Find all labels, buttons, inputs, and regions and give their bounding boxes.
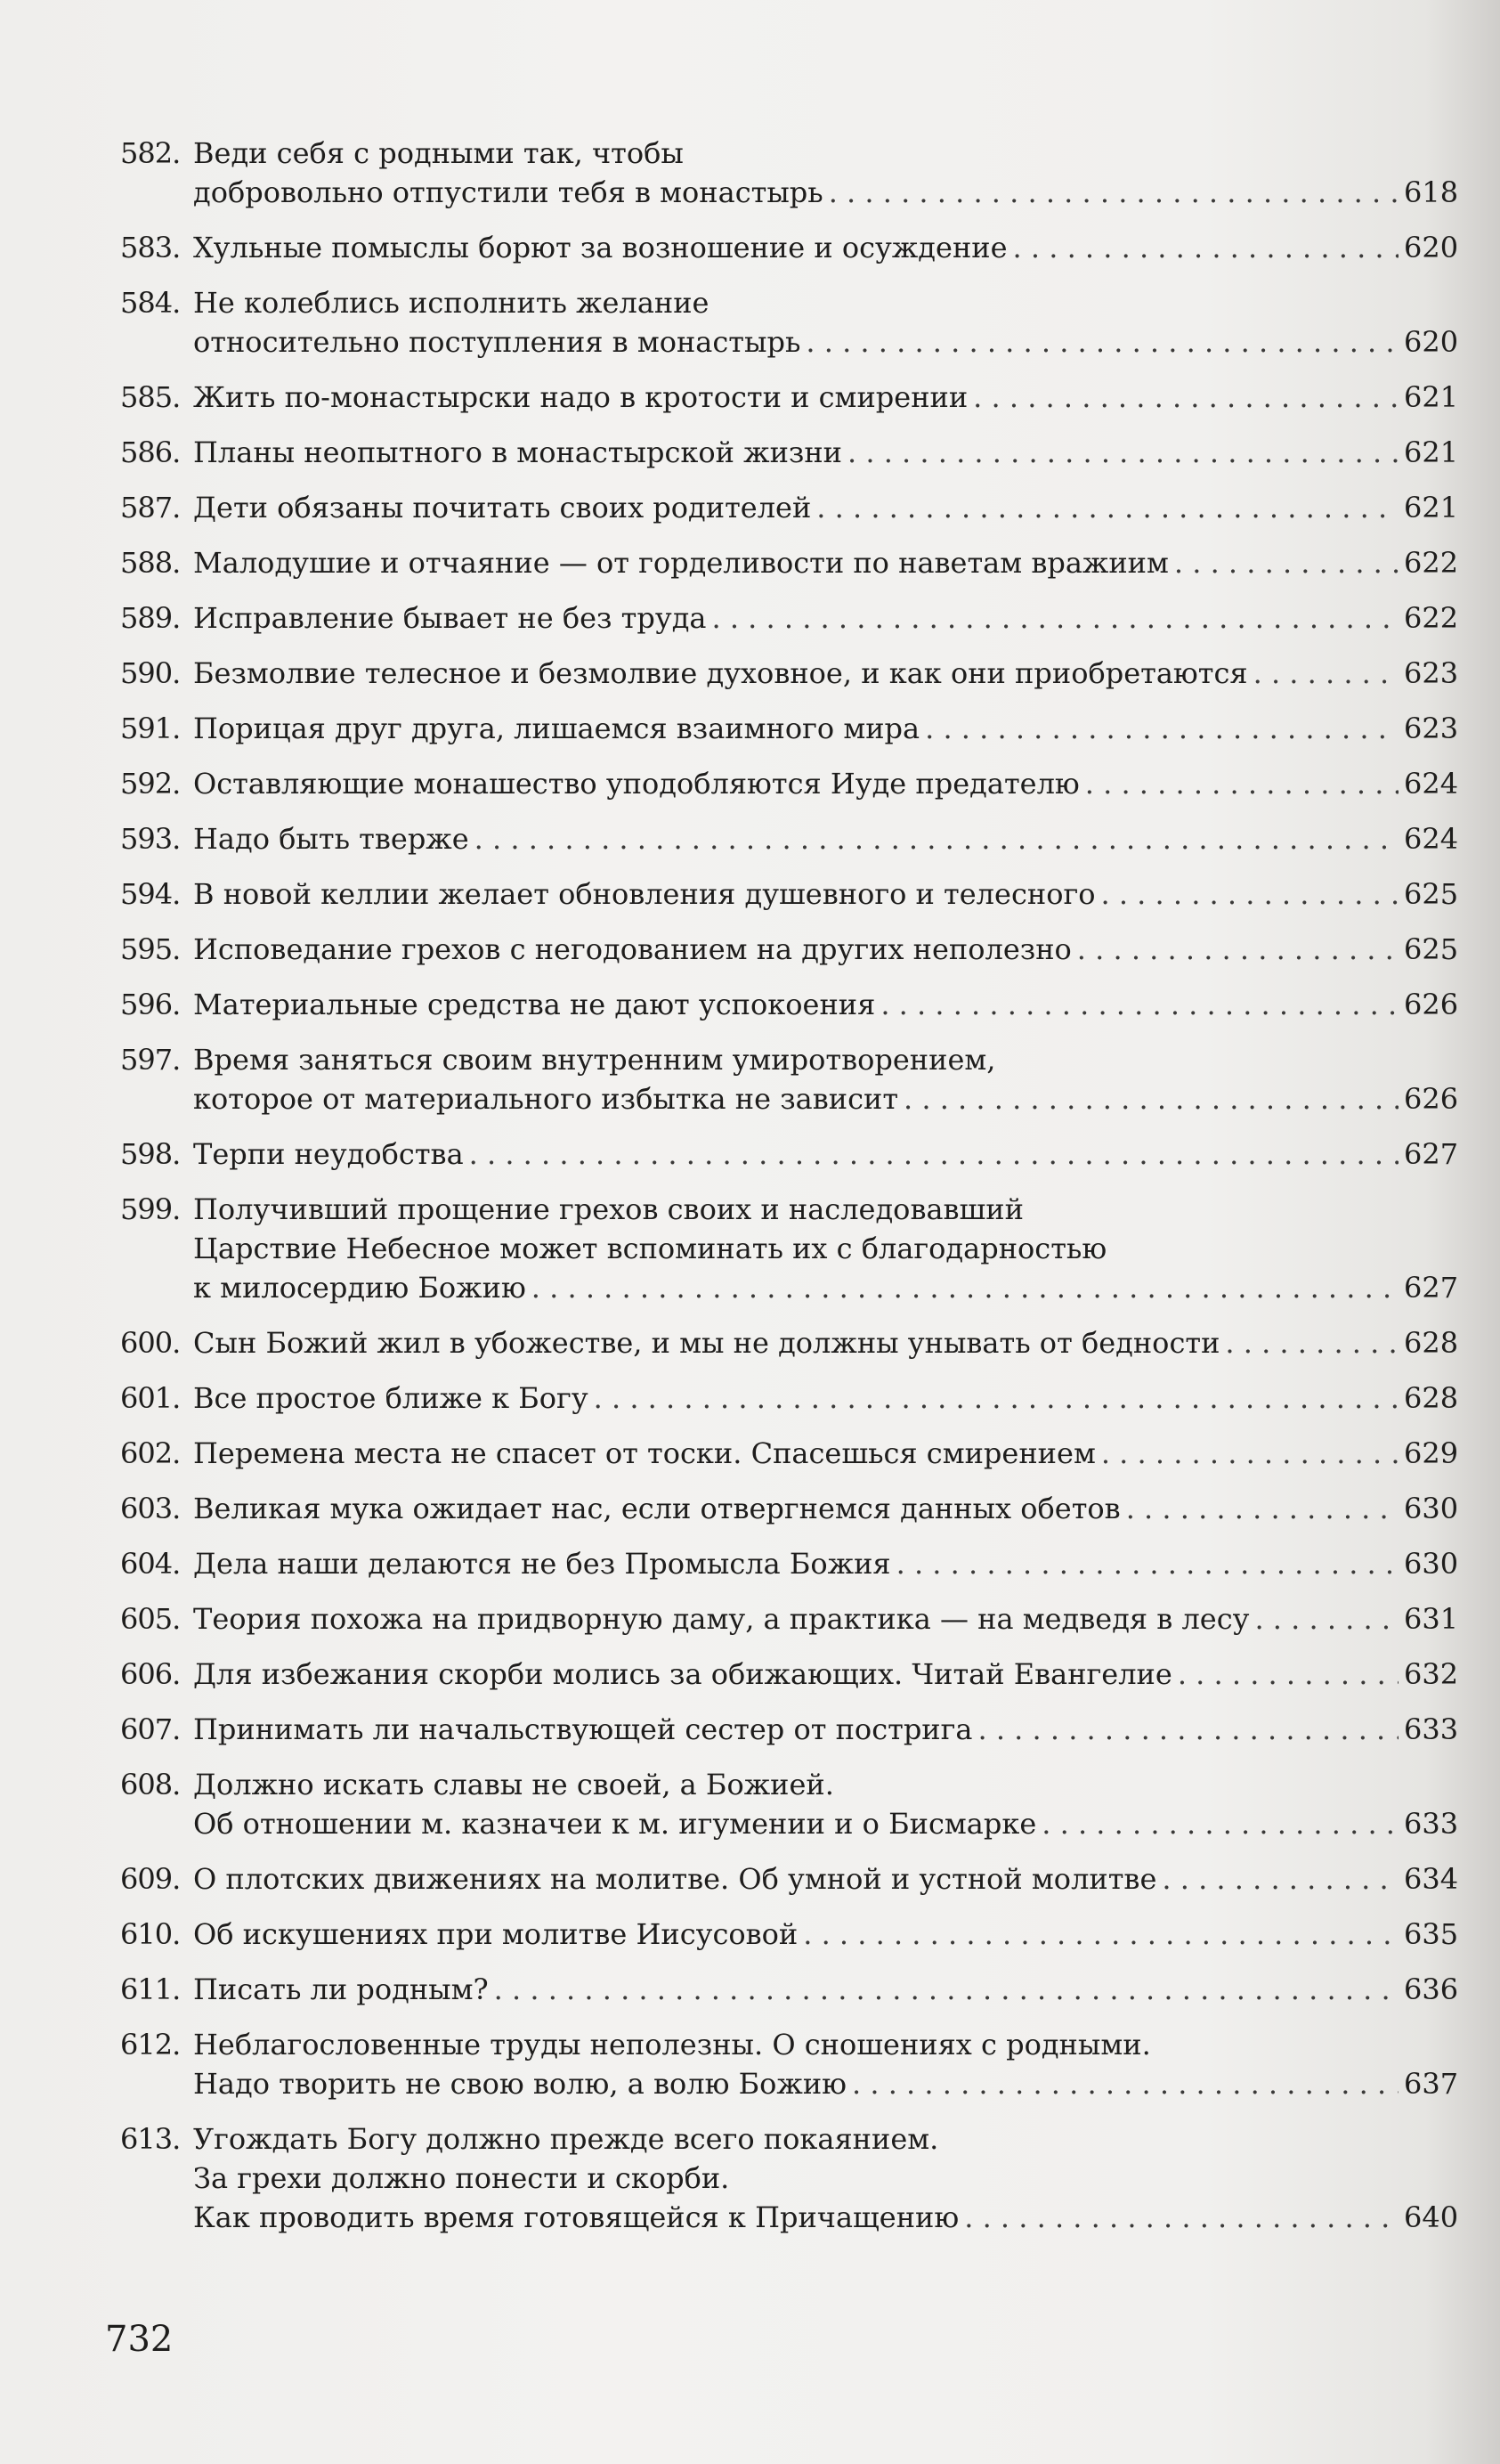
- toc-entry: [120, 1323, 1459, 1362]
- dot-leader: [803, 1915, 1399, 1954]
- entry-page-number: 629: [1404, 1436, 1459, 1470]
- entry-number: 607.: [120, 1712, 181, 1746]
- dot-leader: [594, 1378, 1399, 1418]
- dot-leader: [1174, 543, 1399, 582]
- entry-number: 608.: [120, 1768, 181, 1801]
- entry-number: 601.: [120, 1381, 181, 1415]
- entry-number: 600.: [120, 1326, 181, 1360]
- dot-leader: [852, 2064, 1399, 2103]
- entry-leader-row: [193, 1434, 1459, 1473]
- toc-entry: [120, 1599, 1459, 1639]
- entry-leader-row: [193, 1134, 1459, 1174]
- entry-leader-row: [193, 173, 1459, 212]
- entry-leader-row: [193, 543, 1459, 582]
- dot-leader: [1077, 930, 1399, 969]
- entry-number: 613.: [120, 2122, 181, 2156]
- entry-title-line: добровольно отпустили тебя в монастырь: [193, 175, 823, 209]
- entry-title-line: Писать ли родным?: [193, 1972, 489, 2006]
- entry-title-line: Терпи неудобства: [193, 1137, 464, 1171]
- page-number: 732: [105, 2319, 174, 2360]
- entry-number: 589.: [120, 601, 181, 635]
- entry-leader-row: [193, 1804, 1459, 1843]
- entry-title-line: Великая мука ожидает нас, если отвергнемся данных обетов: [193, 1492, 1121, 1525]
- toc-entry: [120, 1915, 1459, 1954]
- entry-page-number: 621: [1404, 380, 1459, 414]
- dot-leader: [806, 322, 1399, 362]
- entry-page-number: 634: [1404, 1862, 1459, 1896]
- entry-leader-row: [193, 488, 1459, 527]
- entry-number: 596.: [120, 988, 181, 1021]
- toc-entry: [120, 543, 1459, 582]
- dot-leader: [973, 378, 1399, 417]
- entry-page-number: 627: [1404, 1137, 1459, 1171]
- dot-leader: [1101, 1434, 1399, 1473]
- entry-title-line: Материальные средства не дают успокоения: [193, 988, 876, 1021]
- dot-leader: [1042, 1804, 1399, 1843]
- entry-page-number: 624: [1404, 767, 1459, 801]
- entry-number: 605.: [120, 1602, 181, 1636]
- entry-leader-row: [193, 1544, 1459, 1583]
- dot-leader: [847, 433, 1399, 472]
- toc-entry: [120, 1710, 1459, 1749]
- entry-page-number: 640: [1404, 2200, 1459, 2234]
- entry-title-line: Перемена места не спасет от тоски. Спасешься смирением: [193, 1436, 1096, 1470]
- toc-entry: [120, 1378, 1459, 1418]
- entry-number: 598.: [120, 1137, 181, 1171]
- dot-leader: [925, 709, 1399, 748]
- toc-entry: [120, 2025, 1459, 2103]
- dot-leader: [1085, 764, 1399, 803]
- entry-leader-row: [193, 930, 1459, 969]
- dot-leader: [880, 985, 1399, 1024]
- entry-leader-row: [193, 1268, 1459, 1307]
- entry-number: 582.: [120, 136, 181, 170]
- toc-entry: [120, 228, 1459, 267]
- dot-leader: [711, 598, 1399, 638]
- entry-number: 611.: [120, 1972, 181, 2006]
- entry-title-line: Время заняться своим внутренним умиротворением,: [193, 1043, 996, 1077]
- dot-leader: [531, 1268, 1399, 1307]
- toc-entry: [120, 134, 1459, 212]
- entry-leader-row: [193, 764, 1459, 803]
- entry-title-line: Все простое ближе к Богу: [193, 1381, 588, 1415]
- entry-page-number: 623: [1404, 712, 1459, 745]
- entry-title-line: Жить по-монастырски надо в кротости и смирении: [193, 380, 969, 414]
- toc-entry: [120, 1765, 1459, 1843]
- entry-leader-row: [193, 1970, 1459, 2009]
- dot-leader: [1100, 874, 1399, 914]
- entry-title-line: Исправление бывает не без труда: [193, 601, 707, 635]
- dot-leader: [1162, 1859, 1399, 1899]
- entry-page-number: 621: [1404, 435, 1459, 469]
- entry-number: 595.: [120, 932, 181, 966]
- entry-number: 591.: [120, 712, 181, 745]
- entry-number: 590.: [120, 656, 181, 690]
- dot-leader: [474, 819, 1399, 858]
- toc-entry: [120, 709, 1459, 748]
- dot-leader: [1254, 1599, 1399, 1639]
- entry-leader-row: [193, 709, 1459, 748]
- entry-title-line: Надо творить не свою волю, а волю Божию: [193, 2067, 847, 2101]
- entry-title-line: Исповедание грехов с негодованием на других неполезно: [193, 932, 1072, 966]
- entry-leader-row: [193, 378, 1459, 417]
- toc-entry: [120, 1970, 1459, 2009]
- entry-number: 592.: [120, 767, 181, 801]
- entry-leader-row: [193, 1655, 1459, 1694]
- entry-title-line: Царствие Небесное может вспоминать их с благодарностью: [193, 1232, 1107, 1265]
- entry-leader-row: [193, 1079, 1459, 1118]
- entry-number: 583.: [120, 231, 181, 264]
- dot-leader: [1253, 654, 1399, 693]
- entry-number: 599.: [120, 1192, 181, 1226]
- toc-entry: [120, 819, 1459, 858]
- entry-title-line: Получивший прощение грехов своих и наследовавший: [193, 1192, 1024, 1226]
- entry-number: 584.: [120, 286, 181, 320]
- entry-title-line: О плотских движениях на молитве. Об умной и устной молитве: [193, 1862, 1157, 1896]
- entry-title-line: Веди себя с родными так, чтобы: [193, 136, 684, 170]
- entry-page-number: 620: [1404, 325, 1459, 359]
- entry-leader-row: [193, 1710, 1459, 1749]
- entry-page-number: 626: [1404, 988, 1459, 1021]
- entry-number: 585.: [120, 380, 181, 414]
- entry-page-number: 625: [1404, 877, 1459, 911]
- entry-page-number: 637: [1404, 2067, 1459, 2101]
- entry-page-number: 635: [1404, 1917, 1459, 1951]
- entry-title-line: Сын Божий жил в убожестве, и мы не должны унывать от бедности: [193, 1326, 1220, 1360]
- entry-leader-row: [193, 1915, 1459, 1954]
- entry-page-number: 626: [1404, 1082, 1459, 1116]
- toc-entry: [120, 930, 1459, 969]
- entry-title-line: Должно искать славы не своей, а Божией.: [193, 1768, 834, 1801]
- entry-number: 597.: [120, 1043, 181, 1077]
- toc-entry: [120, 1655, 1459, 1694]
- toc-entry: [120, 1489, 1459, 1528]
- toc-entry: [120, 1040, 1459, 1118]
- entry-leader-row: [193, 433, 1459, 472]
- entry-title-line: Теория похожа на придворную даму, а практика — на медведя в лесу: [193, 1602, 1250, 1636]
- entry-leader-row: [193, 598, 1459, 638]
- toc-entry: [120, 764, 1459, 803]
- toc-entry: [120, 2119, 1459, 2237]
- entry-page-number: 631: [1404, 1602, 1459, 1636]
- entry-number: 603.: [120, 1492, 181, 1525]
- entry-leader-row: [193, 1489, 1459, 1528]
- toc-entry: [120, 433, 1459, 472]
- toc-entry: [120, 654, 1459, 693]
- entry-title-line: Дети обязаны почитать своих родителей: [193, 491, 812, 525]
- entry-page-number: 636: [1404, 1972, 1459, 2006]
- entry-number: 610.: [120, 1917, 181, 1951]
- entry-title-line: которое от материального избытка не зависит: [193, 1082, 899, 1116]
- entry-number: 586.: [120, 435, 181, 469]
- entry-page-number: 632: [1404, 1657, 1459, 1691]
- entry-leader-row: [193, 322, 1459, 362]
- entry-title-line: Малодушие и отчаяние — от горделивости по наветам вражиим: [193, 546, 1169, 580]
- entry-title-line: Дела наши делаются не без Промысла Божия: [193, 1547, 891, 1581]
- entry-leader-row: [193, 874, 1459, 914]
- toc-entry: [120, 1544, 1459, 1583]
- toc-entry: [120, 1134, 1459, 1174]
- dot-leader: [904, 1079, 1399, 1118]
- entry-page-number: 630: [1404, 1492, 1459, 1525]
- entry-leader-row: [193, 1323, 1459, 1362]
- dot-leader: [1013, 228, 1399, 267]
- entry-page-number: 622: [1404, 601, 1459, 635]
- entry-number: 588.: [120, 546, 181, 580]
- entry-title-line: Как проводить время готовящейся к Причащению: [193, 2200, 960, 2234]
- entry-title-line: Порицая друг друга, лишаемся взаимного мира: [193, 712, 920, 745]
- entry-number: 594.: [120, 877, 181, 911]
- dot-leader: [1225, 1323, 1399, 1362]
- entry-title-line: В новой келлии желает обновления душевного и телесного: [193, 877, 1096, 911]
- entry-page-number: 620: [1404, 231, 1459, 264]
- entry-number: 606.: [120, 1657, 181, 1691]
- entry-number: 609.: [120, 1862, 181, 1896]
- entry-leader-row: [193, 654, 1459, 693]
- entry-title-line: Угождать Богу должно прежде всего покаянием.: [193, 2122, 939, 2156]
- entry-page-number: 627: [1404, 1271, 1459, 1305]
- entry-leader-row: [193, 2198, 1459, 2237]
- entry-page-number: 623: [1404, 656, 1459, 690]
- entry-title-line: Планы неопытного в монастырской жизни: [193, 435, 842, 469]
- entry-title-line: относительно поступления в монастырь: [193, 325, 801, 359]
- entry-title-line: Надо быть тверже: [193, 822, 469, 856]
- dot-leader: [896, 1544, 1399, 1583]
- entry-page-number: 628: [1404, 1381, 1459, 1415]
- entry-number: 602.: [120, 1436, 181, 1470]
- entry-leader-row: [193, 2064, 1459, 2103]
- entry-page-number: 618: [1404, 175, 1459, 209]
- dot-leader: [829, 173, 1399, 212]
- dot-leader: [494, 1970, 1399, 2009]
- entry-title-line: к милосердию Божию: [193, 1271, 526, 1305]
- toc-entry: [120, 985, 1459, 1024]
- entry-number: 612.: [120, 2028, 181, 2061]
- toc-entry: [120, 488, 1459, 527]
- toc-entry: [120, 378, 1459, 417]
- entry-leader-row: [193, 1599, 1459, 1639]
- entry-page-number: 622: [1404, 546, 1459, 580]
- entry-leader-row: [193, 1859, 1459, 1899]
- dot-leader: [1178, 1655, 1399, 1694]
- dot-leader: [816, 488, 1399, 527]
- entry-leader-row: [193, 985, 1459, 1024]
- entry-leader-row: [193, 1378, 1459, 1418]
- entry-number: 604.: [120, 1547, 181, 1581]
- table-of-contents: [120, 134, 1459, 2253]
- entry-page-number: 633: [1404, 1712, 1459, 1746]
- dot-leader: [977, 1710, 1399, 1749]
- entry-title-line: Безмолвие телесное и безмолвие духовное, и как они приобретаются: [193, 656, 1248, 690]
- entry-title-line: Хульные помыслы борют за вознoшение и осуждение: [193, 231, 1008, 264]
- toc-entry: [120, 598, 1459, 638]
- entry-leader-row: [193, 228, 1459, 267]
- entry-page-number: 630: [1404, 1547, 1459, 1581]
- entry-number: 587.: [120, 491, 181, 525]
- entry-page-number: 624: [1404, 822, 1459, 856]
- dot-leader: [964, 2198, 1399, 2237]
- toc-entry: [120, 1190, 1459, 1307]
- dot-leader: [1126, 1489, 1399, 1528]
- entry-title-line: За грехи должно понести и скорби.: [193, 2161, 730, 2195]
- entry-leader-row: [193, 819, 1459, 858]
- entry-page-number: 621: [1404, 491, 1459, 525]
- entry-page-number: 625: [1404, 932, 1459, 966]
- entry-title-line: Об искушениях при молитве Иисусовой: [193, 1917, 799, 1951]
- toc-entry: [120, 283, 1459, 362]
- entry-title-line: Оставляющие монашество уподобляются Иуде предателю: [193, 767, 1080, 801]
- entry-title-line: Не колеблись исполнить желание: [193, 286, 709, 320]
- entry-page-number: 633: [1404, 1807, 1459, 1841]
- toc-entry: [120, 1859, 1459, 1899]
- entry-title-line: Принимать ли начальствующей сестер от пострига: [193, 1712, 973, 1746]
- entry-title-line: Для избежания скорби молись за обижающих. Читай Евангелие: [193, 1657, 1172, 1691]
- entry-number: 593.: [120, 822, 181, 856]
- entry-page-number: 628: [1404, 1326, 1459, 1360]
- dot-leader: [469, 1134, 1399, 1174]
- entry-title-line: Об отношении м. казначеи к м. игумении и о Бисмарке: [193, 1807, 1037, 1841]
- toc-entry: [120, 1434, 1459, 1473]
- toc-entry: [120, 874, 1459, 914]
- entry-title-line: Неблагословенные труды неполезны. О сношениях с родными.: [193, 2028, 1151, 2061]
